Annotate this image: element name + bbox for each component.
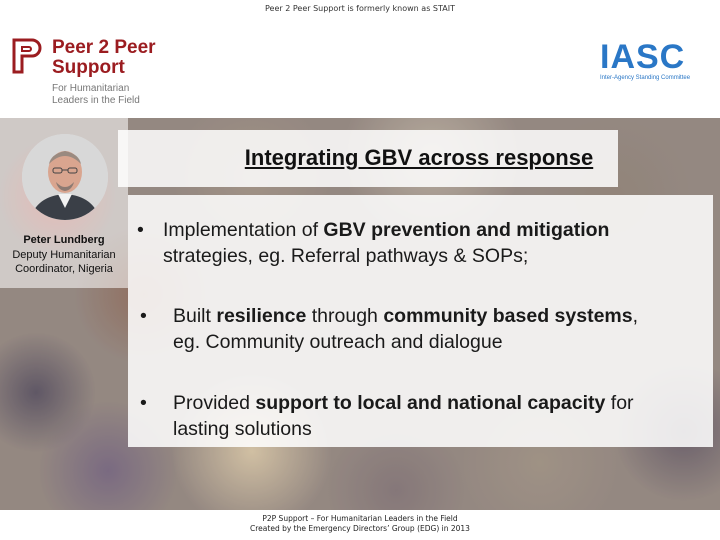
speaker-role: Deputy Humanitarian Coordinator, Nigeria xyxy=(12,249,116,275)
header xyxy=(0,18,720,118)
footer-line-1: P2P Support – For Humanitarian Leaders in the Field xyxy=(262,514,458,523)
iasc-logo-subtitle: Inter-Agency Standing Committee xyxy=(600,75,691,81)
p2p-logo-icon xyxy=(12,38,42,74)
bullet-text-run: Provided xyxy=(173,392,256,414)
bullet-text-run: resilience xyxy=(216,305,307,327)
bullet-text-run: Built xyxy=(173,305,217,327)
bullet-text-run: community based systems xyxy=(383,305,633,327)
bullet-text-run: Implementation of xyxy=(163,219,324,241)
speaker-name: Peter Lundberg xyxy=(23,234,105,246)
bullet-text xyxy=(163,217,609,269)
bullet-text-run: GBV prevention and mitigation xyxy=(323,219,610,241)
iasc-logo xyxy=(600,40,705,90)
bullet-text-run: for lasting solutions xyxy=(173,392,634,440)
footer xyxy=(0,510,720,540)
p2p-logo-subtitle: For Humanitarian Leaders in the Field xyxy=(52,83,140,106)
bullet-text xyxy=(173,303,638,355)
p2p-logo-title: Peer 2 Peer Support xyxy=(52,37,156,78)
p2p-logo xyxy=(12,38,172,118)
bullet-marker: • xyxy=(140,392,147,414)
bullet-text-run: support to local and national capacity xyxy=(255,392,606,414)
bullet-marker: • xyxy=(137,219,144,241)
bullet-marker: • xyxy=(140,305,147,327)
footer-line-2: Created by the Emergency Directors’ Group (EDG) in 2013 xyxy=(250,524,470,533)
bullet-text-run: , eg. Community outreach and dialogue xyxy=(173,305,639,353)
speaker-portrait-image xyxy=(22,134,108,220)
top-note: Peer 2 Peer Support is formerly known as STAIT xyxy=(265,4,455,13)
iasc-logo-word: IASC xyxy=(600,38,686,76)
bullet-text-run: through xyxy=(306,305,384,327)
bullet-text xyxy=(173,390,634,442)
bullet-text-run: strategies, eg. Referral pathways & SOPs; xyxy=(163,245,529,267)
speaker-portrait xyxy=(22,134,108,220)
slide-title: Integrating GBV across response xyxy=(244,145,594,170)
